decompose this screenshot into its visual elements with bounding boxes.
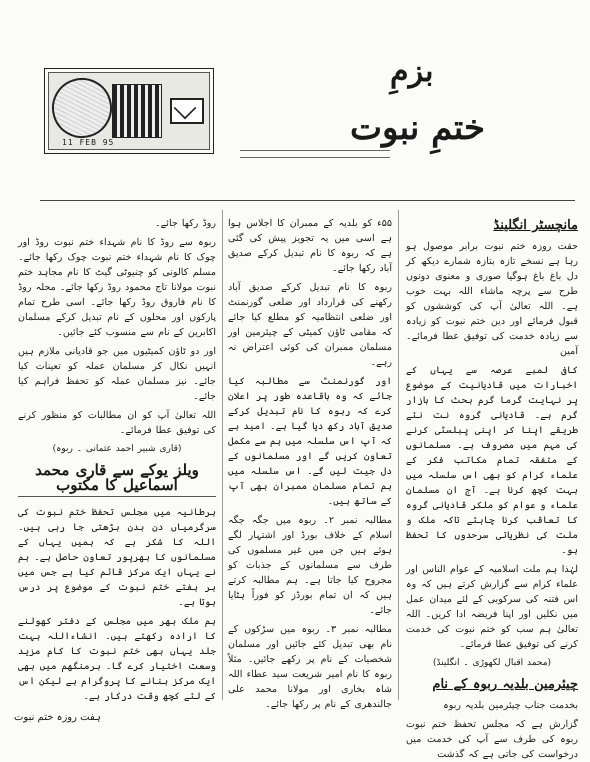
section-title: ختمِ نبوت bbox=[350, 108, 486, 148]
title-ornament bbox=[240, 150, 390, 158]
paragraph: لہٰذا ہم ملت اسلامیہ کے عوام الناس اور علماء کرام سے گزارش کرتے ہیں کہ وہ اس فتنہ کی سرکوبی کے لئے میدان عمل میں نکلیں اور اپنا فریضہ ادا کریں۔ اللہ تعالیٰ ہم سب کو ختم نبوت کی خدمت کرنے کی توفیق عطا فرمائے۔ bbox=[406, 564, 578, 650]
paragraph: مطالبہ نمبر ۳۔ ربوہ میں سڑکوں کے نام بھی تبدیل کئے جائیں اور مسلمان شخصیات کے نام پر رکھے جائیں۔ مثلاً ربوہ کا نام امیر شریعت سید عطاء اللہ شاہ بخاری اور مولانا محمد علی جالندھری کے نام پر رکھا جائے۔ bbox=[228, 624, 392, 710]
section-title-small: بزمِ bbox=[390, 54, 434, 89]
paragraph: اور گورنمنٹ سے مطالبہ کیا جائے کہ وہ باقاعدہ طور پر اعلان کرے کہ ربوہ کا نام تبدیل کرکے صدیق آباد رکھ دیا گیا ہے۔ امید ہے کہ آپ اس سلسلہ میں ہم سے مکمل تعاون کریں گے اور مسلمانوں کے دل جیت لیں گے۔ اس سلسلہ میں ہم تمام مسلمان ممبران بھی آپ کے ساتھ ہیں۔ bbox=[228, 376, 392, 507]
paragraph: ربوہ کا نام تبدیل کرکے صدیق آباد رکھنے کی قرارداد اور ضلعی گورنمنٹ اور ضلعی انتظامیہ کو مطلع کیا جائے کہ مقامی ٹاؤن کمیٹی کے چیئرمین اور مسلمان ممبران کی کوئی اعتراض نہ رہے۔ bbox=[228, 282, 392, 368]
paragraph: ربوہ سے روڈ کا نام شہداء ختم نبوت روڈ اور چوک کا نام شہداء ختم نبوت چوک رکھا جائے۔ مسلم کالونی کو چنیوٹی گیٹ کا نام مجاہد ختم نبوت مولانا تاج محمود روڈ رکھا جائے۔ محلہ روڈ کا نام فاروق روڈ رکھا جائے۔ اسی طرح تمام پارکوں اور محلوں کے نام تبدیل کرکے مسلمان اکابرین کے نام سے منسوب کئے جائیں۔ bbox=[18, 237, 216, 338]
column-right bbox=[406, 216, 578, 760]
letter-heading: مانچسٹر انگلینڈ bbox=[493, 218, 578, 233]
paragraph: مطالبہ نمبر ۲۔ ربوہ میں جگہ جگہ اسلام کے خلاف بورڈ اور اشتہار لگے ہوئے ہیں جن میں غیر مسلموں کی طرف سے مسلمانوں کے جذبات کو مجروح کیا جاتا ہے۔ ہم مطالبہ کرتے ہیں کہ ان تمام بورڈز کو فوراً ہٹایا جائے۔ bbox=[228, 515, 392, 616]
top-rule bbox=[40, 200, 575, 201]
paragraph: گزارش ہے کہ مجلس تحفظ ختم نبوت ربوہ کی طرف سے آپ کی خدمت میں درخواست کی جاتی ہے کہ گذشت bbox=[406, 719, 578, 760]
signature: (قاری شبیر احمد عثمانی ۔ ربوہ) bbox=[52, 444, 182, 454]
column-left bbox=[18, 216, 216, 714]
paragraph: روڈ رکھا جائے۔ bbox=[155, 218, 216, 229]
paragraph: ۵۵ء کو بلدیہ کے ممبران کا اجلاس ہوا ہے اسی میں یہ تجویز پیش کی گئی ہے کہ ربوہ کا نام تبدیل کرکے صدیق آباد رکھا جائے۔ bbox=[228, 218, 392, 274]
paragraph: حقت روزہ ختم نبوت برابر موصول ہو رہا ہے نسخے تازہ بتازہ شمارے دیکھ کر دل باغ باغ ہوگیا صوری و معنوی دونوں طرح سے پرچہ ماشاء اللہ بہت خوب ہے۔ اللہ تعالیٰ آپ کی کوششوں کو قبول فرمائے اور دین ختم نبوت کو زیادہ سے زیادہ خدمت کی توفیق عطا فرمائے۔ آمین bbox=[406, 241, 578, 357]
paragraph: اللہ تعالیٰ آپ کو ان مطالبات کو منظور کرنے کی توفیق عطا فرمائے۔ bbox=[18, 410, 216, 436]
column-divider bbox=[398, 210, 399, 700]
paragraph: کافی لمبے عرصہ سے یہاں کے اخبارات میں قادیانیت کے موضوع پر نہایت گرما گرم بحث کا بازار گرم ہے۔ قادیانی گروہ نت نئے طریقے اپنا کر اپنی پبلسٹی کرنے کی مہم میں مصروف ہے۔ مسلمانوں کے متفقہ تمام مکاتب فکر کے علماء کرام کو بھی اس سلسلہ میں بہت کچھ کرنا ہے۔ آج ان مسلمان علماء و عوام کو ملکر قادیانی گروہ کا تعاقب کرنا چاہئے تاکہ ملک و ملت کی نظریاتی سرحدوں کا تحفظ ہو۔ bbox=[406, 365, 578, 556]
page-footer: ہفت روزہ ختم نبوت bbox=[14, 712, 101, 723]
column-middle bbox=[228, 216, 392, 714]
stamp-date: 11 FEB 95 bbox=[62, 138, 115, 147]
postage-stamp-icon bbox=[112, 84, 162, 138]
paragraph: برطانیہ میں مجلس تحفظ ختم نبوت کی سرگرمیاں دن بدن بڑھتی جا رہی ہیں۔ اللہ کا شکر ہے کہ ہمیں یہاں کے مسلمانوں کا بھرپور تعاون حاصل ہے۔ ہم نے یہاں ایک مرکز قائم کیا ہے جس میں ہر ہفتے ختم نبوت کے موضوع پر درس ہوتا ہے۔ bbox=[18, 507, 216, 608]
letter-heading: چیئرمین بلدیہ ربوہ کے نام bbox=[432, 677, 578, 692]
address-line: بخدمت جناب چیئرمین بلدیہ ربوہ bbox=[443, 700, 578, 711]
signature: (محمد اقبال لکھوڑی ۔ انگلینڈ) bbox=[432, 658, 552, 668]
envelope-icon bbox=[170, 98, 204, 124]
column-divider bbox=[222, 210, 223, 700]
article-heading: ویلز یوکے سے قاری محمد اسماعیل کا مکتوب bbox=[18, 463, 216, 497]
paragraph: ہم ملک بھر میں مجلس کے دفتر کھولنے کا ارادہ رکھتے ہیں۔ انشاءاللہ بہت جلد یہاں بھی ختم نبوت کا کام مزید وسعت اختیار کرے گا۔ برمنگھم میں بھی ایک مرکز بنانے کا پروگرام ہے لیکن اس کے لئے کچھ وقت درکار ہے۔ bbox=[18, 616, 216, 702]
paragraph: اور دو ٹاؤن کمیٹیوں میں جو قادیانی ملازم ہیں انہیں نکال کر مسلمان عملہ کو تعینات کیا جائے۔ نیز مسلمان عملہ کو تحفظ فراہم کیا جائے۔ bbox=[18, 346, 216, 402]
